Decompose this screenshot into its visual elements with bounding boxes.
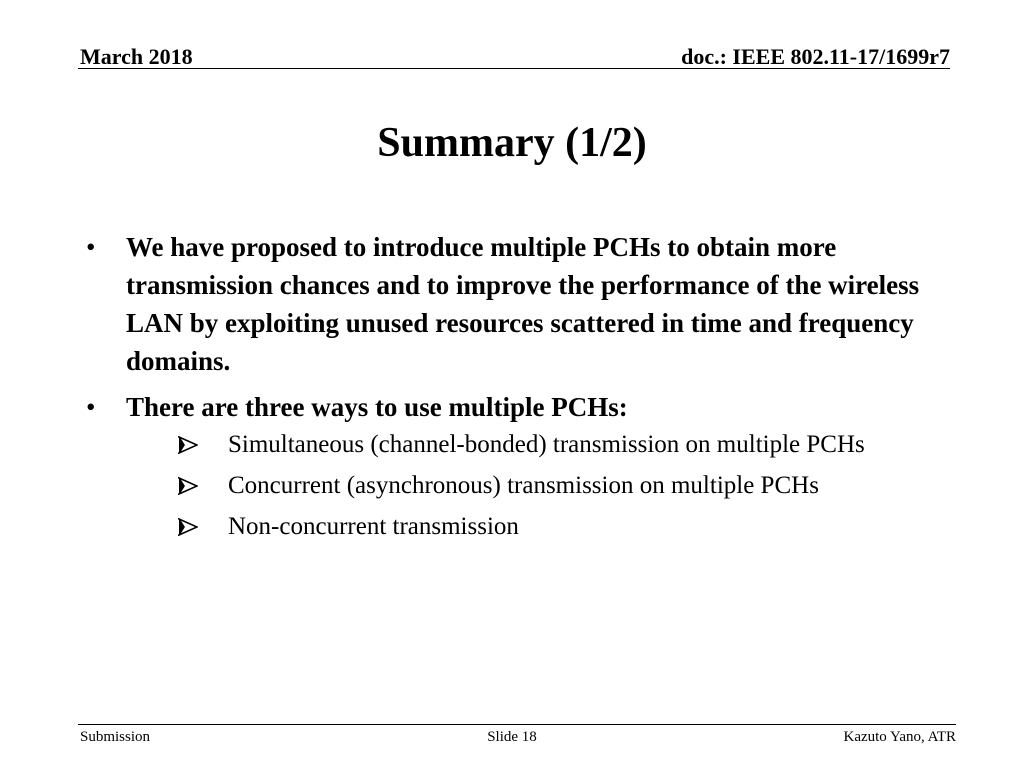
sub-bullet-item — [178, 430, 968, 460]
footer-slide-number: Slide 18 — [487, 729, 537, 745]
header-date: March 2018 — [80, 44, 193, 69]
bullet-text: There are three ways to use multiple PCHs: — [126, 392, 628, 422]
arrowhead-bullet-icon — [178, 477, 198, 495]
sub-bullet-item — [178, 512, 968, 542]
footer-author: Kazuto Yano, ATR — [843, 729, 956, 745]
footer-submission: Submission — [80, 729, 151, 745]
header-divider — [78, 68, 950, 69]
header-doc-id: doc.: IEEE 802.11-17/1699r7 — [681, 44, 950, 69]
sub-bullet-text: Concurrent (asynchronous) transmission on multiple PCHs — [228, 472, 819, 499]
footer-divider — [78, 724, 956, 725]
bullet-item — [86, 228, 966, 380]
bullet-marker: • — [86, 232, 96, 262]
bullet-marker: • — [86, 392, 96, 422]
sub-bullet-text: Non-concurrent transmission — [228, 513, 519, 540]
arrowhead-bullet-icon — [178, 518, 198, 536]
bullet-list — [86, 228, 966, 434]
slide-title: Summary (1/2) — [377, 120, 647, 166]
sub-bullet-item — [178, 471, 968, 501]
bullet-item — [86, 388, 966, 426]
bullet-text: We have proposed to introduce multiple PCHs to obtain more transmission chances and to improve the performance of the wireless LAN by exploiting unused resources scattered in time and frequency domains. — [126, 232, 920, 376]
sub-bullet-list — [178, 430, 968, 553]
sub-bullet-text: Simultaneous (channel-bonded) transmission on multiple PCHs — [228, 431, 865, 458]
arrowhead-bullet-icon — [178, 436, 198, 454]
